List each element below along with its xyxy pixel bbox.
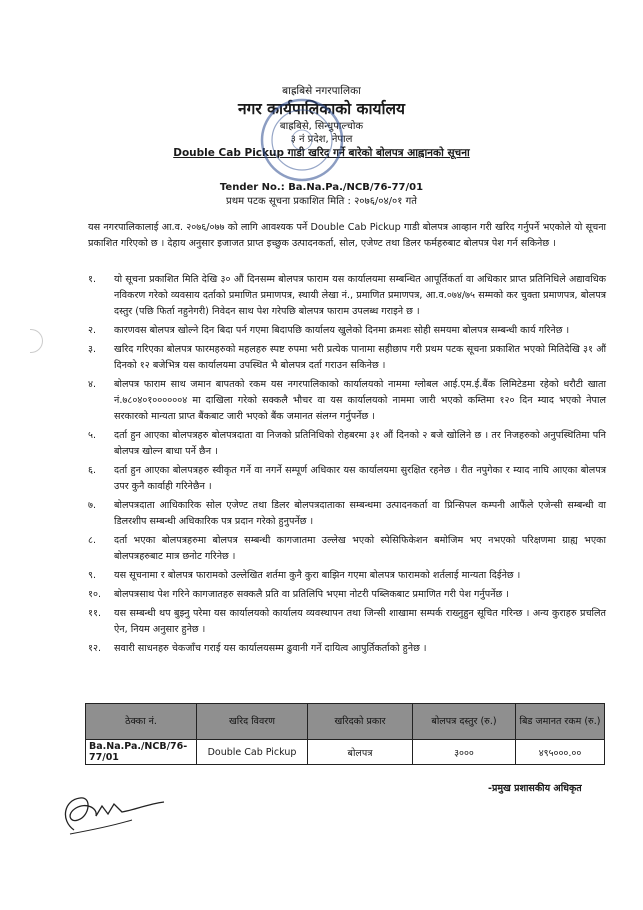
- table-header-row: [86, 704, 605, 740]
- condition-item: [88, 272, 606, 320]
- item-number: ६.: [88, 465, 97, 476]
- item-text: सवारी साधनहरु चेकजाँच गराई यस कार्यालयसम्म ढुवानी गर्ने दायित्व आपुर्तिकर्ताको हुनेछ ।: [114, 643, 427, 654]
- item-text: कारणवस बोलपत्र खोल्ने दिन बिदा पर्न गएमा बिदापछि कार्यालय खुलेको दिनमा क्रमशः सोही समयमा बोलपत्र सम्बन्धी कार्य गरिनेछ ।: [114, 325, 570, 336]
- condition-item: [88, 533, 606, 565]
- item-text: बोलपत्रसाथ पेश गरिने कागजातहरु सक्कलै प्रति वा प्रतिलिपि भएमा नोटरी पब्लिकबाट प्रमाणित गरी पेश गर्नुपर्नेछ ।: [114, 589, 509, 600]
- handwritten-signature: [52, 790, 172, 838]
- col-header-bid-security: बिड जमानत रकम (रु.): [516, 704, 605, 740]
- signatory-designation: -प्रमुख प्रशासकीय अधिकृत: [488, 783, 582, 794]
- item-number: ७.: [88, 500, 97, 511]
- item-number: ४.: [88, 379, 97, 390]
- tender-info: [0, 181, 643, 209]
- item-number: ५.: [88, 430, 97, 441]
- condition-item: [88, 568, 606, 584]
- item-text: दर्ता हुन आएका बोलपत्रहरु स्वीकृत गर्ने वा नगर्ने सम्पूर्ण अधिकार यस कार्यालयमा सुरक्षित रहनेछ । रीत नपुगेका र म्याद नाघि आएका बोलपत्र उपर कुनै कार्वाही गरिनेछैन ।: [114, 465, 606, 492]
- punch-hole-mark: [30, 329, 43, 353]
- item-text: बोलपत्रदाता आधिकारिक सोल एजेण्ट तथा डिलर बोलपत्रदाताका सम्बन्धमा उत्पादनकर्ता वा प्रिन्सिपल कम्पनी आफैंले एजेन्सी सम्बन्धी वा डिलरशीप सम्बन्धी अधिकारिक पत्र प्रदान गरेको हुनुपर्नेछ ।: [114, 500, 606, 527]
- office-title: नगर कार्यपालिकाको कार्यालय: [238, 100, 405, 118]
- item-number: १२.: [88, 643, 102, 654]
- item-number: १०.: [88, 589, 102, 600]
- office-seal-stamp: [257, 95, 347, 185]
- item-number: १.: [88, 274, 97, 285]
- col-header-bid-fee: बोलपत्र दस्तुर (रु.): [413, 704, 516, 740]
- cell-procurement-type: बोलपत्र: [308, 740, 413, 765]
- condition-item: [88, 342, 606, 374]
- item-number: ९.: [88, 570, 97, 581]
- item-text: खरिद गरिएका बोलपत्र फारमहरुको महलहरु स्पष्ट रुपमा भरी प्रत्येक पानामा सहीछाप गरी प्रथम पटक सूचना प्रकाशित भएको मितिदेखि ३१ औं दिनको १२ बजेभित्र यस कार्यालयमा उपस्थित भै बोलपत्र दर्ता गराउन सकिनेछ ।: [114, 344, 606, 371]
- cell-bid-security: ४९५०००.००: [516, 740, 605, 765]
- conditions-list: [88, 272, 606, 660]
- condition-item: [88, 377, 606, 425]
- tender-number: Tender No.: Ba.Na.Pa./NCB/76-77/01: [219, 182, 424, 193]
- cell-bid-fee: ३०००: [413, 740, 516, 765]
- item-text: यो सूचना प्रकाशित मिति देखि ३० औं दिनसम्म बोलपत्र फाराम यस कार्यालयमा सम्बन्धित आपूर्तिकर्ता वा अधिकार प्राप्त प्रतिनिधिले अद्यावधिक नविकरण गरेको व्यवसाय दर्ताको प्रमाणित प्रमाणपत्र, स्थायी लेखा नं., प्रमाणित प्रमाणपत्र, आ.व.०७४/७५ सम्मको कर चुक्ता प्रमाणपत्र, बोलपत्र दस्तुर (पछि फिर्ता नहुनेगरी) निवेदन साथ पेश गरेपछि बोलपत्र फाराम उपलब्ध गराइने छ ।: [114, 274, 606, 317]
- table-row: [86, 740, 605, 765]
- col-header-procurement-type: खरिदको प्रकार: [308, 704, 413, 740]
- item-text: बोलपत्र फाराम साथ जमान बापतको रकम यस नगरपालिकाको कार्यालयको नाममा ग्लोबल आई.एम.ई.बैंक लिमिटेडमा रहेको धरौटी खाता नं.७८०४०१००००००४ मा दाखिला गरेको सक्कलै भौचर वा यस कार्यालयको नाममा जारी भएको कम्तिमा १२० दिन म्याद भएको नेपाल सरकारको मान्यता प्राप्त बैंकबाट जारी भएको बैंक जमानत संलग्न गर्नुपर्नेछ ।: [114, 379, 606, 422]
- col-header-contract-no: ठेक्का नं.: [86, 704, 197, 740]
- municipality-name: बाह्रबिसे नगरपालिका: [282, 85, 361, 97]
- condition-item: [88, 498, 606, 530]
- intro-paragraph: यस नगरपालिकालाई आ.व. २०७६/०७७ को लागि आवश्यक पर्ने Double Cab Pickup गाडी बोलपत्र आव्हान गरी खरिद गर्नुपर्ने भएकोले यो सूचना प्रकाशित गरिएको छ । देहाय अनुसार इजाजत प्राप्त इच्छुक उत्पादनकर्ता, सोल, एजेण्ट तथा डिलर फर्महरुबाट बोलपत्र पेश गर्न सकिनेछ ।: [88, 222, 606, 249]
- item-number: ११.: [88, 608, 102, 619]
- condition-item: [88, 641, 606, 657]
- item-text: यस सम्बन्धी थप बुझ्नु परेमा यस कार्यालयको कार्यालय व्यवस्थापन तथा जिन्सी शाखामा सम्पर्क राख्नुहुन सूचित गरिन्छ । अन्य कुराहरु प्रचलित ऐन, नियम अनुसार हुनेछ ।: [114, 608, 606, 635]
- item-text: दर्ता भएका बोलपत्रहरुमा बोलपत्र सम्बन्धी कागजातमा उल्लेख भएको स्पेसिफिकेशन बमोजिम भए नभएको परिक्षणमा ग्राह्य भएका बोलपत्रहरुबाट मात्र छनोट गरिनेछ ।: [114, 535, 606, 562]
- condition-item: [88, 428, 606, 460]
- condition-item: [88, 463, 606, 495]
- item-number: ८.: [88, 535, 97, 546]
- cell-contract-no: Ba.Na.Pa./NCB/76-77/01: [86, 740, 197, 765]
- item-text: यस सूचनामा र बोलपत्र फारामको उल्लेखित शर्तमा कुनै कुरा बाझिन गएमा बोलपत्र फारामको शर्तलाई मान्यता दिईनेछ ।: [114, 570, 521, 581]
- condition-item: [88, 606, 606, 638]
- province-line: ३ नं प्रदेश, नेपाल: [290, 134, 353, 145]
- condition-item: [88, 587, 606, 603]
- cell-description: Double Cab Pickup: [197, 740, 308, 765]
- col-header-description: खरिद विवरण: [197, 704, 308, 740]
- tender-table: [85, 703, 605, 765]
- condition-item: [88, 323, 606, 339]
- publish-date: प्रथम पटक सूचना प्रकाशित मिति : २०७६/०४/०१ गते: [226, 196, 417, 207]
- notice-title: Double Cab Pickup गाडी खरिद गर्ने बारेको बोलपत्र आह्वानको सूचना: [173, 147, 470, 159]
- item-text: दर्ता हुन आएका बोलपत्रहरु बोलपत्रदाता वा निजको प्रतिनिधिको रोहबरमा ३१ औं दिनको २ बजे खोलिने छ । तर निजहरुको अनुपस्थितिमा पनि बोलपत्र खोल्न बाधा पर्ने छैन ।: [114, 430, 606, 457]
- item-number: ३.: [88, 344, 97, 355]
- office-address: बाह्रबिसे, सिन्धुपाल्चोक: [279, 121, 364, 132]
- item-number: २.: [88, 325, 97, 336]
